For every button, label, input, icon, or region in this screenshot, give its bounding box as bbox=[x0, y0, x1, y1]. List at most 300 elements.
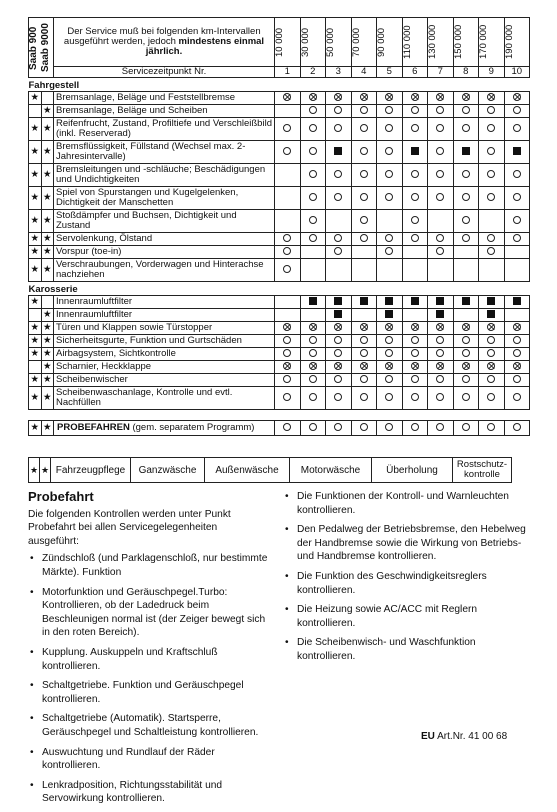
km-interval-header bbox=[300, 18, 326, 67]
check-circle-icon bbox=[309, 349, 317, 357]
check-circle-icon bbox=[487, 147, 495, 155]
schedule-cell bbox=[377, 335, 403, 348]
star-900: ★ bbox=[29, 210, 42, 233]
check-circle-icon bbox=[385, 234, 393, 242]
task-label: Vorspur (toe-in) bbox=[54, 246, 275, 259]
lubricate-cross-icon bbox=[462, 323, 470, 331]
probefahrt-item: • Die Funktionen der Kontroll- und Warnleuchten kontrollieren. bbox=[297, 490, 528, 517]
lubricate-cross-icon bbox=[411, 93, 419, 101]
schedule-cell bbox=[377, 387, 403, 410]
schedule-row bbox=[29, 296, 530, 309]
probefahrt-item: • Auswuchtung und Rundlauf der Räder kontrollieren. bbox=[42, 746, 268, 773]
schedule-cell bbox=[402, 118, 428, 141]
check-circle-icon bbox=[385, 247, 393, 255]
km-interval: 190 000 bbox=[503, 24, 515, 60]
check-circle-icon bbox=[309, 423, 317, 431]
check-circle-icon bbox=[334, 375, 342, 383]
lubricate-cross-icon bbox=[436, 323, 444, 331]
lubricate-cross-icon bbox=[360, 323, 368, 331]
check-circle-icon bbox=[411, 124, 419, 132]
lubricate-cross-icon bbox=[334, 362, 342, 370]
schedule-cell bbox=[275, 348, 301, 361]
schedule-cell bbox=[326, 141, 352, 164]
check-circle-icon bbox=[513, 336, 521, 344]
schedule-cell bbox=[479, 296, 505, 309]
schedule-cell bbox=[275, 387, 301, 410]
task-label: Sicherheitsgurte, Funktion und Gurtschäden bbox=[54, 335, 275, 348]
check-circle-icon bbox=[283, 375, 291, 383]
star-9000: ★ bbox=[42, 309, 52, 320]
schedule-cell bbox=[504, 210, 530, 233]
check-circle-icon bbox=[283, 234, 291, 242]
schedule-cell bbox=[377, 259, 403, 282]
star-900: ★ bbox=[29, 141, 42, 164]
schedule-cell bbox=[300, 259, 326, 282]
schedule-cell bbox=[377, 233, 403, 246]
check-circle-icon bbox=[411, 393, 419, 401]
check-circle-icon bbox=[411, 375, 419, 383]
schedule-cell bbox=[479, 246, 505, 259]
star-900: ★ bbox=[30, 374, 40, 385]
replace-square-icon bbox=[411, 297, 419, 305]
km-interval: 90 000 bbox=[376, 27, 387, 57]
km-interval: 10 000 bbox=[274, 27, 285, 57]
check-circle-icon bbox=[309, 216, 317, 224]
check-circle-icon bbox=[309, 193, 317, 201]
check-circle-icon bbox=[436, 170, 444, 178]
star-9000 bbox=[41, 92, 54, 105]
schedule-cell bbox=[428, 361, 454, 374]
lubricate-cross-icon bbox=[411, 323, 419, 331]
schedule-cell bbox=[428, 348, 454, 361]
lubricate-cross-icon bbox=[360, 362, 368, 370]
lubricate-cross-icon bbox=[385, 362, 393, 370]
star-900: ★ bbox=[29, 259, 42, 282]
schedule-cell bbox=[275, 92, 301, 105]
schedule-row bbox=[29, 348, 530, 361]
legend-fahrzeugpflege: Fahrzeugpflege bbox=[51, 458, 131, 483]
schedule-cell bbox=[300, 210, 326, 233]
schedule-cell bbox=[377, 374, 403, 387]
star-900: ★ bbox=[29, 387, 42, 410]
probefahrt-right-column bbox=[283, 490, 528, 670]
lubricate-cross-icon bbox=[309, 323, 317, 331]
check-circle-icon bbox=[334, 234, 342, 242]
star-9000: ★ bbox=[42, 348, 52, 359]
check-circle-icon bbox=[309, 124, 317, 132]
check-circle-icon bbox=[436, 247, 444, 255]
task-label: Servolenkung, Ölstand bbox=[54, 233, 275, 246]
check-circle-icon bbox=[385, 336, 393, 344]
schedule-cell bbox=[275, 421, 301, 436]
schedule-cell bbox=[504, 259, 530, 282]
check-circle-icon bbox=[283, 124, 291, 132]
check-circle-icon bbox=[411, 423, 419, 431]
schedule-cell bbox=[402, 92, 428, 105]
star-9000: ★ bbox=[42, 105, 52, 116]
section-title: Fahrgestell bbox=[28, 80, 80, 91]
replace-square-icon bbox=[436, 297, 444, 305]
schedule-cell bbox=[479, 164, 505, 187]
service-point-number: 9 bbox=[479, 67, 505, 78]
schedule-cell bbox=[402, 348, 428, 361]
schedule-cell bbox=[326, 210, 352, 233]
schedule-cell bbox=[428, 246, 454, 259]
schedule-cell bbox=[300, 105, 326, 118]
task-label: Bremsflüssigkeit, Füllstand (Wechsel max. 2- Jahresintervalle) bbox=[54, 141, 275, 164]
schedule-cell bbox=[428, 309, 454, 322]
check-circle-icon bbox=[411, 234, 419, 242]
check-circle-icon bbox=[411, 216, 419, 224]
schedule-cell bbox=[275, 259, 301, 282]
check-circle-icon bbox=[411, 193, 419, 201]
schedule-cell bbox=[377, 246, 403, 259]
check-circle-icon bbox=[462, 349, 470, 357]
schedule-cell bbox=[377, 348, 403, 361]
replace-square-icon bbox=[436, 310, 444, 318]
table-gap bbox=[29, 410, 530, 421]
check-circle-icon bbox=[334, 170, 342, 178]
star-9000: ★ bbox=[41, 421, 54, 436]
lubricate-cross-icon bbox=[487, 362, 495, 370]
schedule-cell bbox=[428, 259, 454, 282]
schedule-cell bbox=[377, 296, 403, 309]
km-interval: 50 000 bbox=[325, 27, 336, 57]
check-circle-icon bbox=[360, 349, 368, 357]
check-circle-icon bbox=[334, 393, 342, 401]
schedule-cell bbox=[351, 374, 377, 387]
check-circle-icon bbox=[334, 247, 342, 255]
schedule-cell bbox=[402, 361, 428, 374]
schedule-cell bbox=[504, 361, 530, 374]
schedule-cell bbox=[377, 187, 403, 210]
km-interval-header bbox=[504, 18, 530, 67]
lubricate-cross-icon bbox=[283, 323, 291, 331]
model-labels bbox=[29, 22, 53, 74]
schedule-cell bbox=[275, 296, 301, 309]
km-interval: 30 000 bbox=[299, 27, 311, 57]
schedule-cell bbox=[453, 296, 479, 309]
schedule-cell bbox=[326, 92, 352, 105]
km-interval-header bbox=[402, 18, 428, 67]
check-circle-icon bbox=[385, 349, 393, 357]
probefahrt-left-column bbox=[28, 490, 268, 812]
check-circle-icon bbox=[360, 336, 368, 344]
km-interval: 70 000 bbox=[350, 27, 362, 57]
star-900: ★ bbox=[30, 296, 40, 307]
task-label: Airbagsystem, Sichtkontrolle bbox=[54, 348, 275, 361]
model-label: Saab 900 bbox=[28, 25, 39, 70]
schedule-cell bbox=[351, 259, 377, 282]
check-circle-icon bbox=[462, 124, 470, 132]
schedule-row bbox=[29, 361, 530, 374]
check-circle-icon bbox=[487, 193, 495, 201]
replace-square-icon bbox=[411, 147, 419, 155]
check-circle-icon bbox=[462, 234, 470, 242]
check-circle-icon bbox=[309, 234, 317, 242]
schedule-cell bbox=[300, 374, 326, 387]
schedule-row bbox=[29, 233, 530, 246]
schedule-cell bbox=[428, 118, 454, 141]
section-title: Karosserie bbox=[28, 284, 78, 295]
schedule-cell bbox=[326, 233, 352, 246]
schedule-cell bbox=[453, 374, 479, 387]
schedule-cell bbox=[402, 233, 428, 246]
check-circle-icon bbox=[334, 124, 342, 132]
check-circle-icon bbox=[385, 124, 393, 132]
check-circle-icon bbox=[513, 170, 521, 178]
schedule-cell bbox=[504, 322, 530, 335]
probefahrt-item: • Die Heizung sowie AC/ACC mit Reglern kontrollieren. bbox=[297, 603, 528, 630]
star-900: ★ bbox=[30, 348, 40, 359]
task-label: Bremsanlage, Beläge und Scheiben bbox=[54, 105, 275, 118]
star-9000: ★ bbox=[41, 259, 54, 282]
schedule-row bbox=[29, 164, 530, 187]
check-circle-icon bbox=[360, 124, 368, 132]
check-circle-icon bbox=[411, 170, 419, 178]
schedule-cell bbox=[351, 421, 377, 436]
schedule-cell bbox=[453, 309, 479, 322]
check-circle-icon bbox=[462, 106, 470, 114]
check-circle-icon bbox=[360, 393, 368, 401]
service-point-number: 6 bbox=[402, 67, 428, 78]
replace-square-icon bbox=[487, 297, 495, 305]
schedule-cell bbox=[428, 421, 454, 436]
lubricate-cross-icon bbox=[436, 93, 444, 101]
probefahrt-item: • Motorfunktion und Geräuschpegel.Turbo: Kontrollieren, ob der Ladedruck beim Beschleunigen normal ist (der Zeiger bewegt sich in den roten Bereich). bbox=[42, 586, 268, 640]
schedule-cell bbox=[326, 118, 352, 141]
check-circle-icon bbox=[385, 106, 393, 114]
probefahren-task bbox=[54, 421, 275, 436]
schedule-cell bbox=[453, 118, 479, 141]
probefahren-rest: (gem. separatem Programm) bbox=[132, 422, 255, 433]
check-circle-icon bbox=[385, 423, 393, 431]
schedule-cell bbox=[479, 233, 505, 246]
replace-square-icon bbox=[385, 310, 393, 318]
check-circle-icon bbox=[411, 336, 419, 344]
check-circle-icon bbox=[513, 193, 521, 201]
schedule-cell bbox=[428, 374, 454, 387]
schedule-row bbox=[29, 246, 530, 259]
star-9000: ★ bbox=[41, 210, 54, 233]
schedule-cell bbox=[504, 118, 530, 141]
service-point-number: 8 bbox=[453, 67, 479, 78]
lubricate-cross-icon bbox=[513, 323, 521, 331]
schedule-cell bbox=[275, 361, 301, 374]
replace-square-icon bbox=[334, 297, 342, 305]
schedule-row bbox=[29, 187, 530, 210]
km-interval-header bbox=[377, 18, 403, 67]
check-circle-icon bbox=[487, 170, 495, 178]
schedule-cell bbox=[504, 296, 530, 309]
schedule-cell bbox=[402, 335, 428, 348]
service-point-number: 1 bbox=[275, 67, 301, 78]
schedule-cell bbox=[479, 348, 505, 361]
lubricate-cross-icon bbox=[462, 362, 470, 370]
probefahrt-item: • Lenkradposition, Richtungsstabilität und Servowirkung kontrollieren. bbox=[42, 779, 268, 806]
check-circle-icon bbox=[360, 106, 368, 114]
schedule-cell bbox=[479, 335, 505, 348]
check-circle-icon bbox=[309, 147, 317, 155]
schedule-cell bbox=[453, 141, 479, 164]
schedule-row bbox=[29, 105, 530, 118]
schedule-cell bbox=[326, 374, 352, 387]
schedule-row bbox=[29, 335, 530, 348]
schedule-cell bbox=[428, 322, 454, 335]
schedule-cell bbox=[351, 296, 377, 309]
check-circle-icon bbox=[309, 106, 317, 114]
star-900: ★ bbox=[29, 164, 42, 187]
schedule-cell bbox=[402, 210, 428, 233]
schedule-cell bbox=[504, 309, 530, 322]
replace-square-icon bbox=[309, 297, 317, 305]
schedule-cell bbox=[479, 421, 505, 436]
check-circle-icon bbox=[283, 423, 291, 431]
schedule-cell bbox=[453, 259, 479, 282]
interval-description-bold: mindestens einmal jährlich. bbox=[145, 36, 265, 57]
schedule-cell bbox=[402, 374, 428, 387]
star-9000: ★ bbox=[41, 187, 54, 210]
km-interval-header bbox=[428, 18, 454, 67]
model-label: Saab 9000 bbox=[40, 23, 51, 72]
schedule-cell bbox=[479, 259, 505, 282]
schedule-cell bbox=[453, 92, 479, 105]
replace-square-icon bbox=[334, 147, 342, 155]
schedule-cell bbox=[479, 387, 505, 410]
schedule-cell bbox=[479, 105, 505, 118]
schedule-cell bbox=[275, 105, 301, 118]
schedule-cell bbox=[351, 387, 377, 410]
schedule-cell bbox=[479, 322, 505, 335]
schedule-cell bbox=[453, 105, 479, 118]
check-circle-icon bbox=[283, 336, 291, 344]
lubricate-cross-icon bbox=[513, 93, 521, 101]
lubricate-cross-icon bbox=[309, 93, 317, 101]
schedule-cell bbox=[402, 105, 428, 118]
service-point-number: 2 bbox=[300, 67, 326, 78]
lubricate-cross-icon bbox=[462, 93, 470, 101]
check-circle-icon bbox=[436, 423, 444, 431]
check-circle-icon bbox=[360, 193, 368, 201]
schedule-cell bbox=[326, 259, 352, 282]
schedule-cell bbox=[275, 246, 301, 259]
star-900: ★ bbox=[29, 118, 42, 141]
schedule-cell bbox=[300, 92, 326, 105]
probefahrt-item: • Kupplung. Auskuppeln und Kraftschluß kontrollieren. bbox=[42, 646, 268, 673]
check-circle-icon bbox=[360, 375, 368, 383]
star-900: ★ bbox=[30, 322, 40, 333]
check-circle-icon bbox=[283, 349, 291, 357]
replace-square-icon bbox=[360, 297, 368, 305]
schedule-cell bbox=[453, 335, 479, 348]
check-circle-icon bbox=[385, 147, 393, 155]
check-circle-icon bbox=[309, 375, 317, 383]
schedule-cell bbox=[504, 141, 530, 164]
task-label: Bremsanlage, Beläge und Feststellbremse bbox=[54, 92, 275, 105]
schedule-cell bbox=[377, 309, 403, 322]
check-circle-icon bbox=[411, 106, 419, 114]
replace-square-icon bbox=[487, 310, 495, 318]
check-circle-icon bbox=[487, 247, 495, 255]
star-9000: ★ bbox=[42, 233, 52, 244]
check-circle-icon bbox=[436, 147, 444, 155]
schedule-cell bbox=[402, 141, 428, 164]
star-9000: ★ bbox=[41, 141, 54, 164]
schedule-cell bbox=[351, 361, 377, 374]
schedule-cell bbox=[326, 348, 352, 361]
check-circle-icon bbox=[462, 393, 470, 401]
schedule-cell bbox=[377, 105, 403, 118]
schedule-cell bbox=[275, 141, 301, 164]
legend-rostschutzkontrolle: Rostschutz-kontrolle bbox=[453, 458, 512, 483]
check-circle-icon bbox=[436, 193, 444, 201]
schedule-cell bbox=[377, 92, 403, 105]
check-circle-icon bbox=[487, 423, 495, 431]
schedule-cell bbox=[300, 421, 326, 436]
check-circle-icon bbox=[360, 216, 368, 224]
schedule-cell bbox=[428, 187, 454, 210]
service-legend-table bbox=[28, 457, 512, 483]
schedule-row bbox=[29, 210, 530, 233]
check-circle-icon bbox=[436, 124, 444, 132]
schedule-cell bbox=[300, 118, 326, 141]
schedule-cell bbox=[275, 309, 301, 322]
schedule-cell bbox=[453, 246, 479, 259]
check-circle-icon bbox=[436, 336, 444, 344]
interval-description-text: Der Service muß bei folgenden km-Intervallen ausgeführt werden, jedoch bbox=[63, 26, 261, 47]
km-interval: 150 000 bbox=[452, 24, 464, 60]
replace-square-icon bbox=[513, 147, 521, 155]
schedule-cell bbox=[428, 105, 454, 118]
schedule-cell bbox=[453, 387, 479, 410]
schedule-cell bbox=[504, 335, 530, 348]
schedule-cell bbox=[453, 210, 479, 233]
schedule-cell bbox=[402, 187, 428, 210]
lubricate-cross-icon bbox=[436, 362, 444, 370]
schedule-cell bbox=[453, 322, 479, 335]
schedule-cell bbox=[300, 335, 326, 348]
lubricate-cross-icon bbox=[334, 93, 342, 101]
article-number-text: Art.Nr. 41 00 68 bbox=[437, 731, 508, 742]
schedule-cell bbox=[326, 164, 352, 187]
check-circle-icon bbox=[513, 216, 521, 224]
schedule-cell bbox=[428, 164, 454, 187]
task-label: Innenraumluftfilter bbox=[54, 296, 275, 309]
task-label: Verschraubungen, Vorderwagen und Hinterachse nachziehen bbox=[54, 259, 275, 282]
schedule-cell bbox=[402, 387, 428, 410]
schedule-cell bbox=[479, 187, 505, 210]
schedule-cell bbox=[326, 246, 352, 259]
lubricate-cross-icon bbox=[360, 93, 368, 101]
schedule-cell bbox=[504, 246, 530, 259]
check-circle-icon bbox=[462, 375, 470, 383]
star-9000: ★ bbox=[42, 322, 52, 333]
schedule-row bbox=[29, 374, 530, 387]
probefahrt-item: • Die Funktion des Geschwindigkeitsreglers kontrollieren. bbox=[297, 570, 528, 597]
probefahrt-item: • Den Pedalweg der Betriebsbremse, den Hebelweg der Handbremse sowie die Wirkung von Betriebs- und Handbremse kontrollieren. bbox=[297, 523, 528, 564]
schedule-cell bbox=[479, 361, 505, 374]
check-circle-icon bbox=[513, 375, 521, 383]
lubricate-cross-icon bbox=[411, 362, 419, 370]
legend-motorwaesche: Motorwäsche bbox=[290, 458, 372, 483]
check-circle-icon bbox=[309, 170, 317, 178]
star-9000: ★ bbox=[42, 246, 52, 257]
star-9000: ★ bbox=[41, 387, 54, 410]
schedule-cell bbox=[351, 118, 377, 141]
schedule-cell bbox=[402, 246, 428, 259]
service-point-label: Servicezeitpunkt Nr. bbox=[54, 67, 275, 78]
star-900: ★ bbox=[30, 335, 40, 346]
